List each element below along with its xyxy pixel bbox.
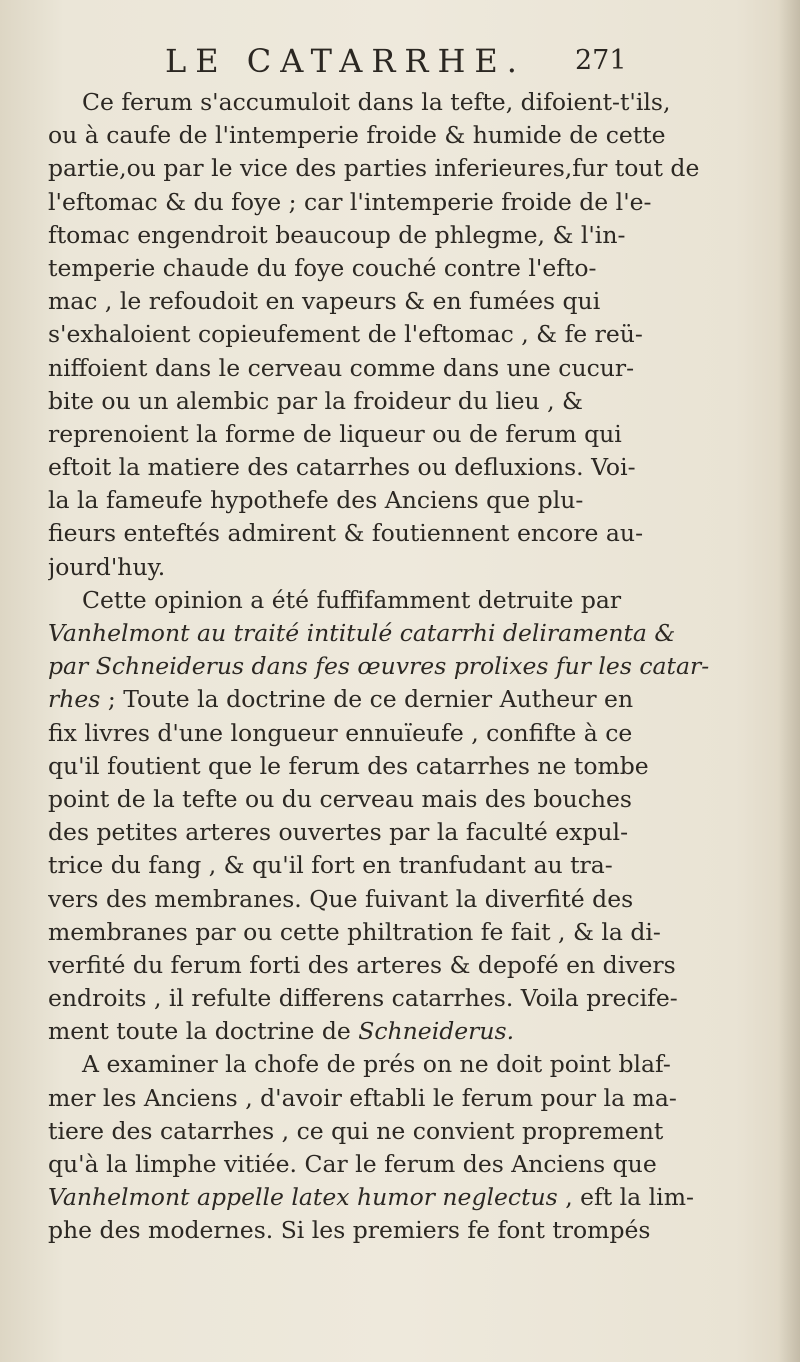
text-line xyxy=(48,517,788,550)
text-line xyxy=(48,318,788,351)
line-text: ment toute la doctrine de xyxy=(48,1017,359,1046)
text-line xyxy=(48,1015,788,1048)
line-text: point de la tefte ou du cerveau mais des bouches xyxy=(48,784,632,813)
text-line xyxy=(48,849,788,882)
text-line xyxy=(48,683,788,716)
text-line xyxy=(48,1148,788,1181)
line-text: jourd'huy. xyxy=(48,552,166,581)
text-line xyxy=(48,916,788,949)
text-line xyxy=(48,285,788,318)
text-line xyxy=(48,551,788,584)
line-text: qu'à la limphe vitiée. Car le ferum des Anciens que xyxy=(48,1150,657,1178)
line-text: verfité du ferum forti des arteres & depofé en divers xyxy=(48,950,676,979)
line-text: phe des modernes. Si les premiers fe font trompés xyxy=(48,1216,651,1245)
text-line xyxy=(48,186,788,219)
line-text: fix livres d'une longueur ennuïeufe , confifte à ce xyxy=(48,718,633,747)
text-line xyxy=(48,1115,788,1148)
text-line xyxy=(48,352,788,385)
line-text: , eft la lim- xyxy=(557,1183,694,1212)
line-text: membranes par ou cette philtration fe fait , & la di- xyxy=(48,917,661,946)
text-line xyxy=(48,982,788,1015)
text-line xyxy=(48,1082,788,1115)
page-number: 271 xyxy=(575,45,627,76)
text-line xyxy=(48,385,788,418)
text-line xyxy=(48,816,788,849)
line-text: reprenoient la forme de liqueur ou de ferum qui xyxy=(48,419,622,448)
text-line xyxy=(48,252,788,285)
line-text: mac , le refoudoit en vapeurs & en fumées qui xyxy=(48,287,601,316)
line-text: bite ou un alembic par la froideur du lieu , & xyxy=(48,386,583,415)
text-line xyxy=(48,617,788,650)
text-line xyxy=(48,750,788,783)
line-text: temperie chaude du foye couché contre l'efto- xyxy=(48,253,597,282)
line-text: Cette opinion a été fuffifamment detruite par xyxy=(82,585,622,614)
text-line xyxy=(48,219,788,252)
text-line xyxy=(48,949,788,982)
line-text: l'eftomac & du foye ; car l'intemperie froide de l'e- xyxy=(48,187,652,216)
italic-text: rhes xyxy=(48,685,101,714)
line-text: ; Toute la doctrine de ce dernier Autheur en xyxy=(100,685,634,714)
text-line xyxy=(48,1214,788,1247)
text-line xyxy=(48,1048,788,1081)
line-text: Vanhelmont au traité intitulé catarrhi deliramenta & xyxy=(48,619,676,647)
text-line xyxy=(48,418,788,451)
line-text: partie,ou par le vice des parties inferieures,fur tout de xyxy=(48,154,700,183)
line-text: A examiner la chofe de prés on ne doit point blaf- xyxy=(82,1050,671,1079)
line-text: endroits , il refulte differens catarrhes. Voila precife- xyxy=(48,984,678,1013)
text-line xyxy=(48,451,788,484)
line-text: par Schneiderus dans fes œuvres prolixes fur les catar- xyxy=(48,652,710,681)
text-line xyxy=(48,484,788,517)
line-text: trice du fang , & qu'il fort en tranfudant au tra- xyxy=(48,851,613,880)
text-line xyxy=(48,883,788,916)
line-text: eftoit la matiere des catarrhes ou defluxions. Voi- xyxy=(48,453,636,482)
line-text: des petites arteres ouvertes par la faculté expul- xyxy=(48,818,629,847)
text-line xyxy=(48,152,788,185)
italic-text: Schneiderus. xyxy=(358,1017,515,1046)
running-title: LE CATARRHE. xyxy=(165,42,526,80)
body-text xyxy=(48,86,788,1248)
line-text: Ce ferum s'accumuloit dans la tefte, difoient-t'ils, xyxy=(82,88,671,116)
line-text: qu'il foutient que le ferum des catarrhes ne tombe xyxy=(48,751,649,780)
text-line xyxy=(48,1181,788,1214)
text-line xyxy=(48,119,788,152)
text-line xyxy=(48,86,788,119)
italic-text: Vanhelmont appelle latex humor neglectus xyxy=(48,1183,558,1212)
line-text: ftomac engendroit beaucoup de phlegme, & l'in- xyxy=(48,220,626,249)
line-text: ou à caufe de l'intemperie froide & humide de cette xyxy=(48,121,666,150)
text-line xyxy=(48,717,788,750)
line-text: niffoient dans le cerveau comme dans une cucur- xyxy=(48,353,635,382)
text-line xyxy=(48,584,788,617)
line-text: vers des membranes. Que fuivant la diverfité des xyxy=(48,884,634,913)
line-text: fieurs enteftés admirent & foutiennent encore au- xyxy=(48,519,644,548)
text-line xyxy=(48,650,788,683)
line-text: tiere des catarrhes , ce qui ne convient proprement xyxy=(48,1116,664,1145)
line-text: la la fameufe hypothefe des Anciens que plu- xyxy=(48,486,584,515)
line-text: mer les Anciens , d'avoir eftabli le ferum pour la ma- xyxy=(48,1083,677,1112)
line-text: s'exhaloient copieufement de l'eftomac , & fe reü- xyxy=(48,320,643,349)
text-line xyxy=(48,783,788,816)
